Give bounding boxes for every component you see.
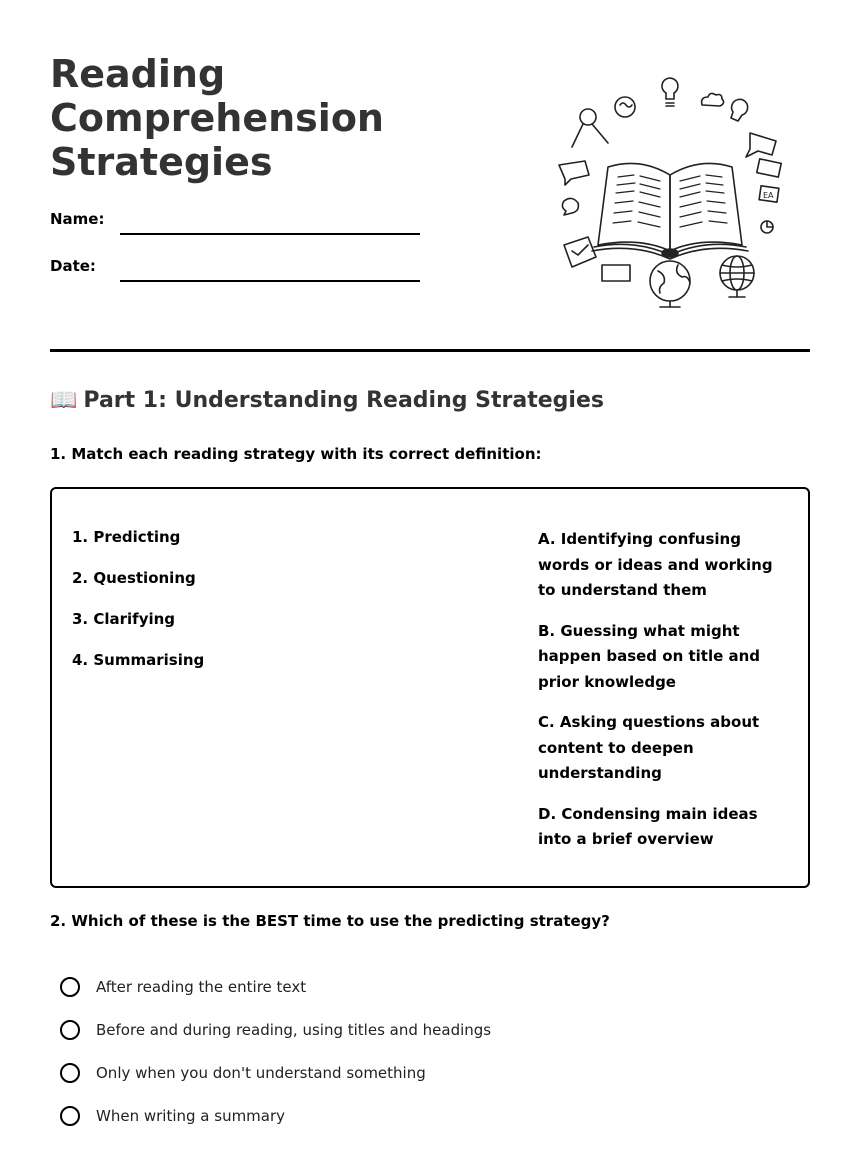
magnifier-icon — [572, 109, 608, 147]
name-label: Name: — [50, 210, 105, 228]
date-field[interactable] — [50, 257, 420, 287]
note-card-icon — [757, 159, 781, 177]
book-icon: 📖 — [50, 388, 78, 413]
radio-button[interactable] — [60, 1020, 80, 1040]
radio-button[interactable] — [60, 977, 80, 997]
strategy-item: 3. Clarifying — [72, 610, 176, 628]
part1-heading — [50, 388, 604, 413]
question-2-options — [60, 976, 491, 1148]
question-1-prompt: 1. Match each reading strategy with its correct definition: — [50, 445, 542, 463]
definition-item: A. Identifying confusing words or ideas and working to understand them — [538, 530, 773, 599]
option-label: After reading the entire text — [96, 978, 307, 996]
title-line-3: Strategies — [50, 140, 273, 184]
svg-text:EA: EA — [763, 191, 774, 200]
answer-option[interactable] — [60, 1105, 491, 1148]
part1-heading-text: Part 1: Understanding Reading Strategies — [83, 388, 604, 413]
open-book-icon — [592, 163, 748, 259]
pie-icon — [761, 221, 773, 233]
thought-cloud-icon — [702, 93, 724, 106]
name-input-line[interactable] — [120, 233, 420, 235]
answer-option[interactable] — [60, 976, 491, 1019]
speech-bubble-icon — [746, 133, 776, 157]
date-label: Date: — [50, 257, 96, 275]
worksheet-title — [50, 52, 430, 184]
strategy-item: 4. Summarising — [72, 651, 205, 669]
answer-option[interactable] — [60, 1019, 491, 1062]
envelope-icon — [564, 237, 596, 267]
brain-icon — [615, 97, 635, 117]
header-divider — [50, 349, 810, 352]
globe-icon — [720, 256, 754, 297]
chat-icon — [759, 186, 779, 202]
radio-button[interactable] — [60, 1063, 80, 1083]
lightbulb-icon — [662, 78, 678, 106]
definition-list — [538, 527, 788, 868]
speech-bubble-icon — [562, 198, 578, 215]
definition-item: D. Condensing main ideas into a brief overview — [538, 804, 758, 848]
title-line-1: Reading — [50, 52, 226, 96]
speech-bubble-icon — [559, 161, 589, 185]
option-label: Before and during reading, using titles and headings — [96, 1021, 492, 1039]
strategy-item: 1. Predicting — [72, 528, 181, 546]
answer-option[interactable] — [60, 1062, 491, 1105]
globe-icon — [650, 261, 690, 307]
lightbulb-icon — [731, 99, 748, 121]
card-icon — [602, 265, 630, 281]
question-2-prompt: 2. Which of these is the BEST time to use the predicting strategy? — [50, 912, 610, 930]
date-input-line[interactable] — [120, 280, 420, 282]
radio-button[interactable] — [60, 1106, 80, 1126]
option-label: Only when you don't understand something — [96, 1064, 426, 1082]
strategy-item: 2. Questioning — [72, 569, 196, 587]
book-illustration — [550, 75, 790, 315]
title-line-2: Comprehension — [50, 96, 384, 140]
definition-item: B. Guessing what might happen based on title and prior knowledge — [538, 621, 761, 691]
option-label: When writing a summary — [96, 1107, 286, 1125]
strategy-list — [72, 527, 204, 691]
name-field[interactable] — [50, 210, 420, 240]
definition-item: C. Asking questions about content to deepen understanding — [538, 713, 760, 782]
matching-box — [50, 487, 810, 888]
